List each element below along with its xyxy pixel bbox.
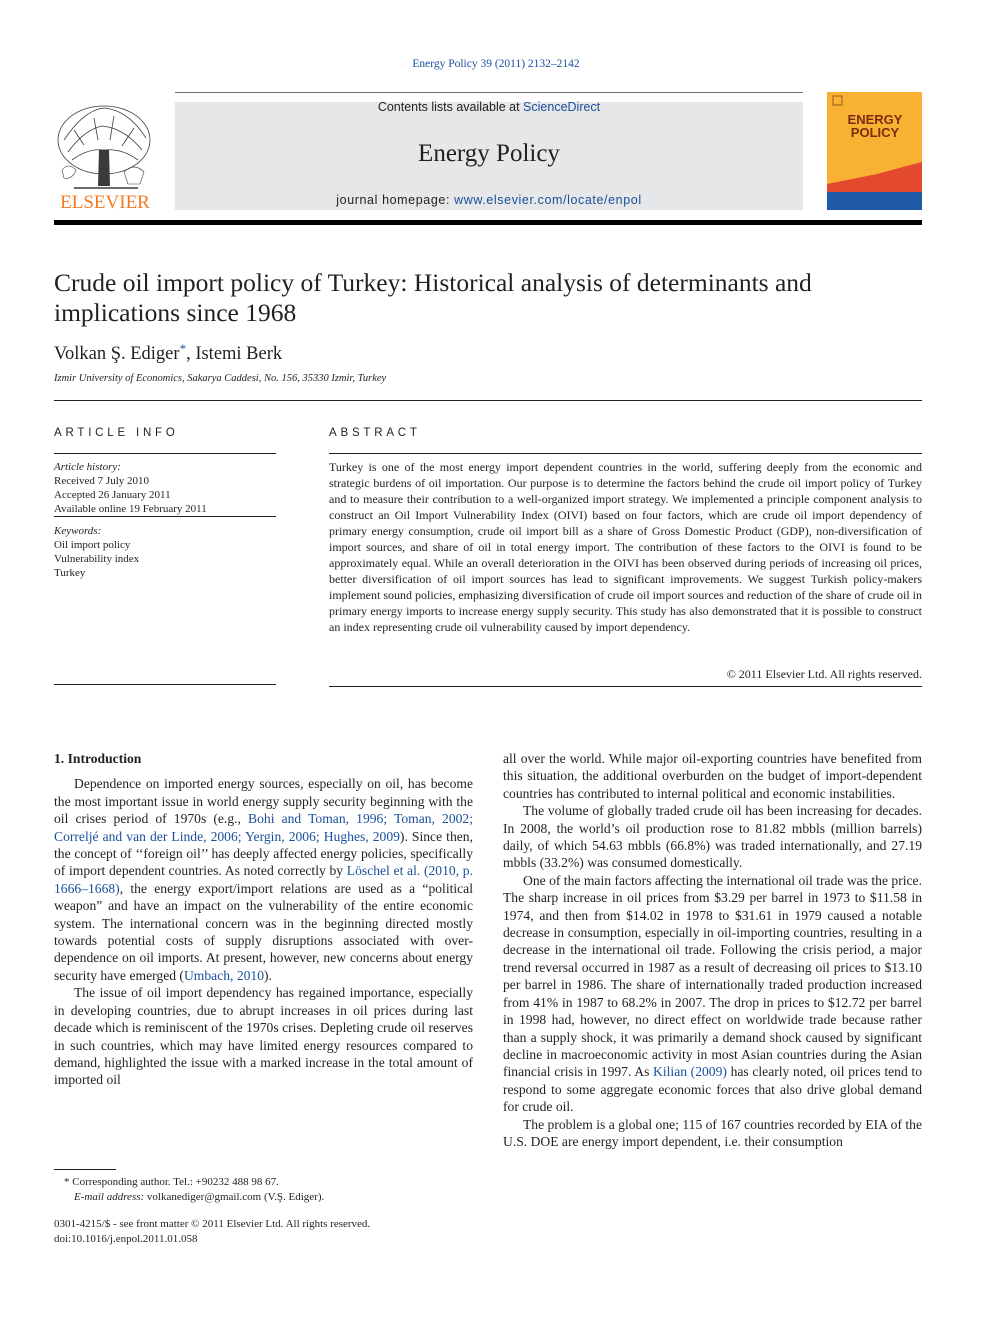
section-heading: 1. Introduction: [54, 751, 142, 766]
article-title: Crude oil import policy of Turkey: Historical analysis of determinants and implications since 1968: [54, 268, 812, 327]
article-history: [54, 460, 276, 516]
contents-line: [175, 100, 803, 114]
footnotes: [54, 1175, 324, 1204]
contents-prefix: Contents lists available at: [377, 100, 524, 114]
journal-reference[interactable]: Energy Policy 39 (2011) 2132–2142: [412, 58, 580, 70]
elsevier-wordmark: ELSEVIER: [60, 192, 150, 212]
paragraph-text: , the energy export/import relations are used as a “political weapon” and have an impact on the vulnerability of the entire economic system. The international concern was in the beginning directed mostly towards potential costs of supply disruptions associated with over-dependence on oil imports. At present, however, new concerns about energy security have emerged (: [54, 880, 473, 983]
cover-title-line1: ENERGY: [847, 112, 903, 127]
accepted-date: Accepted 26 January 2011: [54, 489, 171, 501]
keyword-item: Turkey: [54, 567, 86, 579]
paragraph-text: has clearly noted, oil prices tend to respond to some aggregate economic forces that also drive global demand for crude oil.: [503, 1064, 922, 1115]
email-label: E-mail address:: [74, 1190, 145, 1203]
paragraph: The issue of oil import dependency has regained importance, especially in developing countries, due to abrupt increases in oil prices during last decade which is reminiscent of the 1970s crises. Depleting crude oil reserves in such countries, which may have limited energy resources compared to demand, highlighted the issue with a marked increase in the total amount of imported oil: [54, 985, 473, 1088]
divider: [329, 453, 922, 454]
elsevier-tree-icon: [54, 100, 156, 212]
paragraph: all over the world. While major oil-exporting countries have benefited from this situation, the additional overburden on the budget of import-dependent countries has contributed to internal political and economic instabilities.: [503, 751, 922, 801]
header-thick-rule: [54, 220, 922, 225]
publication-info: [54, 1217, 370, 1246]
journal-cover-icon: [827, 92, 922, 210]
history-label: Article history:: [54, 461, 121, 473]
paragraph-text: Dependence on imported energy sources, especially on oil, has become the most important issue in world energy supply security beginning with the oil crises period of 1970s (e.g.,: [54, 776, 473, 827]
homepage-line: [175, 193, 803, 207]
corresponding-author-footnote: * Corresponding author. Tel.: +90232 488 98 67.: [64, 1176, 279, 1188]
journal-banner: [175, 102, 803, 210]
author-list: [54, 341, 282, 365]
email-footnote: [54, 1190, 324, 1205]
paragraph-text: One of the main factors affecting the international oil trade was the price. The sharp increase in oil prices from $3.29 per barrel in 1973 to $11.58 in 1974, and then from $14.02 in 1978 to $31.61 in 1979 caused a notable decrease in consumption, especially in oil-importing countries, resulting in a decrease in the international oil trade. Following the crisis period, a major trend reversal occurred in 1987 as a result of decreasing oil prices to $13.10 per barrel in 1986. The share of internationally traded production increased from 41% in 1987 to 68.2% in 2007. The drop in prices to $12.72 per barrel in 1998 had, however, no direct effect on worldwide trade because rather than a supply shock, it was primarily a demand shock caused by significant decline in macroeconomic activity in most Asian countries during the Asian financial crisis in 1997. As: [503, 872, 922, 1080]
issn-line: 0301-4215/$ - see front matter © 2011 Elsevier Ltd. All rights reserved.: [54, 1218, 371, 1230]
divider: [329, 686, 922, 687]
keywords: [54, 524, 276, 580]
homepage-prefix: journal homepage:: [336, 193, 455, 207]
abstract-heading: ABSTRACT: [329, 427, 421, 439]
email-value[interactable]: volkanediger@gmail.com (V.Ş. Ediger).: [144, 1190, 325, 1203]
paragraph: The volume of globally traded crude oil has been increasing for decades. In 2008, the world’s oil production rose to 81.82 mbbls (million barrels) daily, of which 54.63 mbbls (66.8%) was traded internationally, and 27.19 mbbls (33.2%) was consumed domestically.: [503, 803, 922, 871]
paragraph-text: ).: [264, 967, 272, 983]
citation-link[interactable]: Umbach, 2010: [183, 967, 265, 983]
paragraph-text: ). Since then, the concept of ‘‘foreign oil’’ has deeply affected energy policies, specifically of import dependent countries. As noted correctly by: [54, 828, 473, 879]
header-top-rule: [175, 92, 803, 93]
cover-title-line2: POLICY: [850, 125, 900, 140]
paragraph: [54, 775, 473, 984]
keywords-label: Keywords:: [54, 525, 102, 537]
doi-line[interactable]: doi:10.1016/j.enpol.2011.01.058: [54, 1232, 198, 1245]
homepage-link[interactable]: www.elsevier.com/locate/enpol: [454, 193, 642, 207]
paragraph: [503, 872, 922, 1116]
author-name[interactable]: Istemi Berk: [195, 344, 283, 364]
citation-link[interactable]: Bohi and Toman, 1996; Toman, 2002; Correljé and van der Linde, 2006; Yergin, 2006; Hughes, 2009: [54, 811, 473, 844]
divider: [54, 516, 276, 517]
body-right-column: [503, 750, 922, 1150]
abstract-text: Turkey is one of the most energy import dependent countries in the world, suffering deeply from the economic and strategic burdens of oil importation. Our purpose is to determine the factors behind the crude oil import policy of Turkey and to measure their contribution to a well-organized import strategy. We implemented a principle component analysis to construct an Oil Import Vulnerability Index (OIVI) based on four factors, which are crude oil import dependency of primary energy consumption, crude oil import bill as a share of Gross Domestic Product (GDP), non-diversification of import sources, and share of oil in total energy import. The contribution of these factors to the OIVI is found to be approximately equal. While an overall deterioration in the OIVI has been observed during periods of increasing oil prices, better diversification of oil import sources has lead to significant improvements. We suggest Turkish policy-makers implement sound policies, emphasizing diversification of crude oil import sources and reduction of the share of crude oil in primary energy imports to increase energy supply security. This study has also demonstrated that it is possible to construct an index representing crude oil vulnerability caused by import dependency.: [329, 460, 922, 634]
elsevier-logo: [54, 100, 156, 212]
footnote-rule: [54, 1169, 116, 1170]
keyword-item: Oil import policy: [54, 539, 131, 551]
paragraph: The problem is a global one; 115 of 167 countries recorded by EIA of the U.S. DOE are energy import dependent, i.e. their consumption: [503, 1116, 922, 1149]
online-date: Available online 19 February 2011: [54, 503, 207, 515]
sciencedirect-link[interactable]: ScienceDirect: [523, 100, 601, 114]
journal-name: Energy Policy: [418, 140, 560, 167]
divider: [54, 453, 276, 454]
divider: [54, 400, 922, 401]
keyword-item: Vulnerability index: [54, 553, 140, 565]
citation-link[interactable]: Kilian (2009): [653, 1064, 727, 1080]
affiliation: Izmir University of Economics, Sakarya Caddesi, No. 156, 35330 Izmir, Turkey: [54, 373, 387, 384]
author-name[interactable]: Volkan Ş. Ediger: [54, 344, 180, 364]
copyright-notice: © 2011 Elsevier Ltd. All rights reserved.: [726, 667, 922, 681]
citation-link[interactable]: Löschel et al. (2010, p. 1666–1668): [54, 863, 473, 896]
received-date: Received 7 July 2010: [54, 475, 150, 487]
divider: [54, 684, 276, 685]
corresponding-author-mark[interactable]: *: [179, 341, 187, 356]
journal-cover-thumbnail[interactable]: [827, 92, 922, 210]
author-separator: ,: [186, 344, 196, 364]
article-info-heading: ARTICLE INFO: [54, 427, 179, 439]
body-left-column: [54, 750, 473, 1089]
